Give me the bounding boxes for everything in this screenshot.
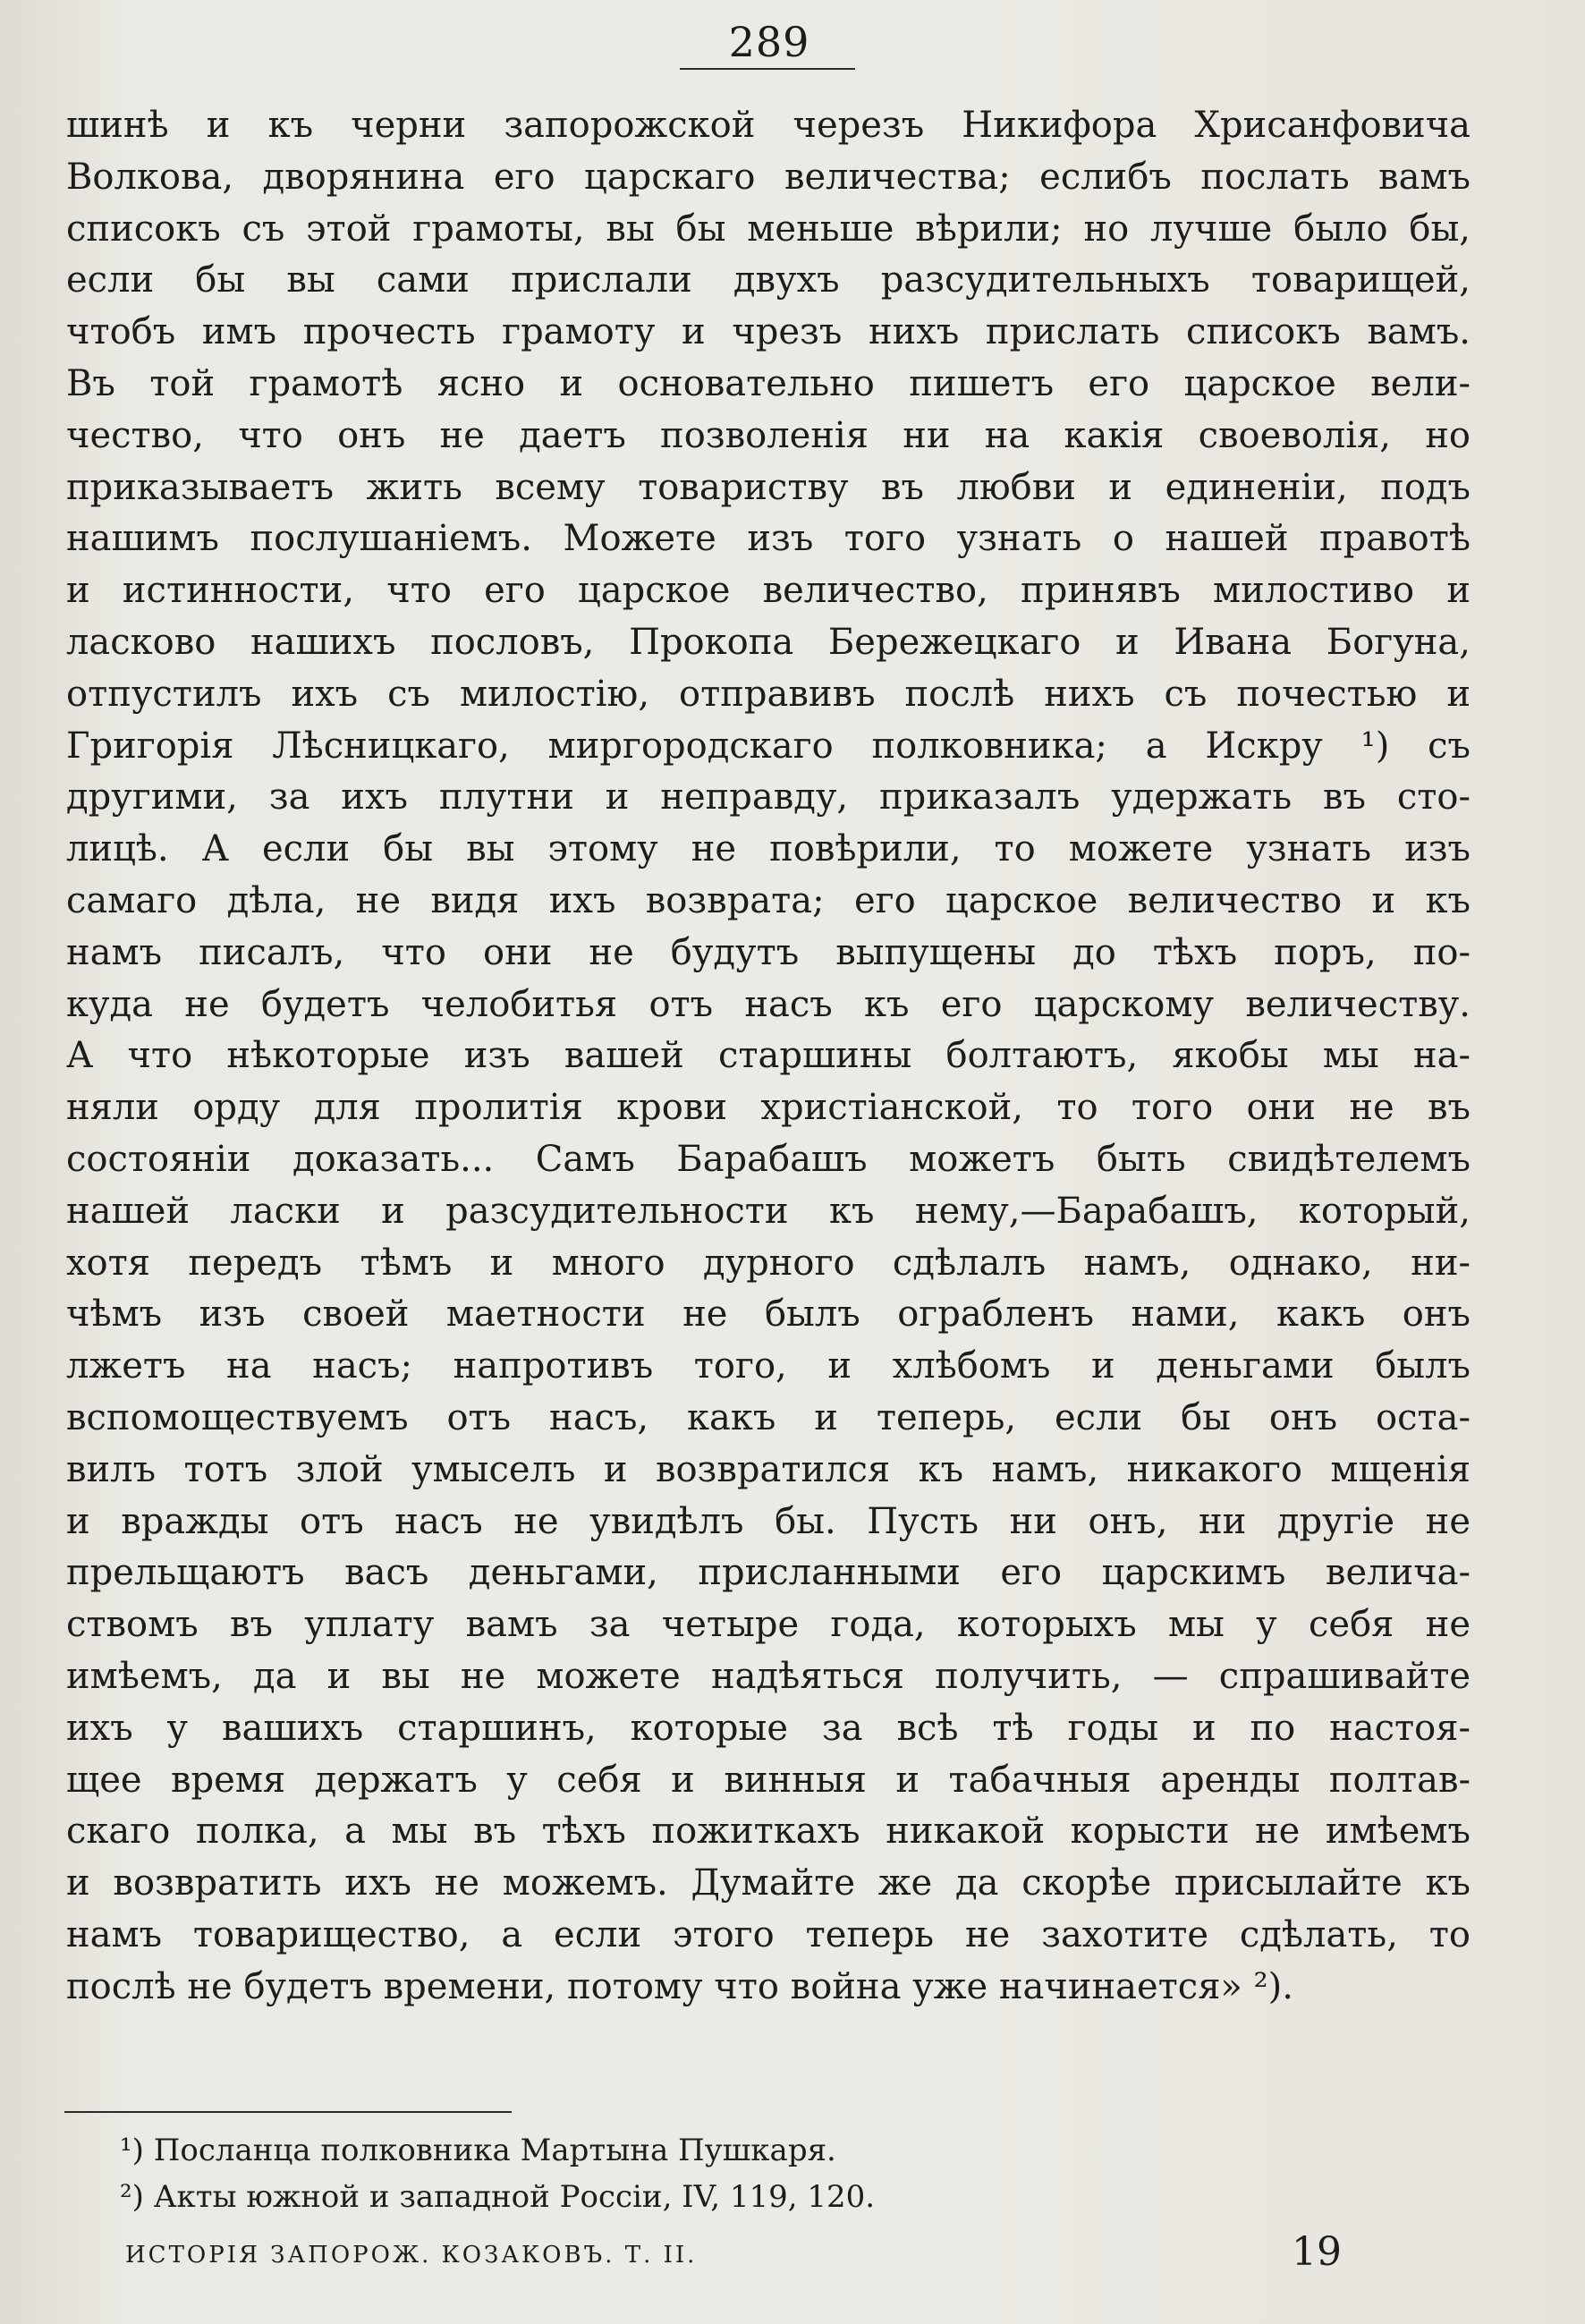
text-line: имѣемъ, да и вы не можете надѣяться получить, — спрашивайте — [66, 1655, 1471, 1697]
footnote-1: ¹) Посланца полковника Мартына Пушкаря. — [120, 2133, 836, 2168]
text-line-last: послѣ не будетъ времени, потому что война уже начинается» ²). — [66, 1965, 1293, 2007]
footnote-2: ²) Акты южной и западной Россіи, IV, 119, 120. — [120, 2179, 876, 2215]
printer-signature: ИСТОРІЯ ЗАПОРОЖ. КОЗАКОВЪ. Т. II. — [125, 2242, 698, 2269]
text-line: и истинности, что его царское величество, принявъ милостиво и — [66, 570, 1471, 612]
text-line: куда не будетъ челобитья отъ насъ къ его царскому величеству. — [66, 983, 1471, 1025]
text-line: Волкова, дворянина его царскаго величества; еслибъ послать вамъ — [66, 156, 1471, 198]
text-line: намъ писалъ, что они не будутъ выпущены до тѣхъ поръ, по- — [66, 931, 1471, 973]
text-line: намъ товарищество, а если этого теперь не захотите сдѣлать, то — [66, 1913, 1471, 1955]
footnotes — [120, 2127, 1283, 2220]
text-line: отпустилъ ихъ съ милостію, отправивъ послѣ нихъ съ почестью и — [66, 673, 1471, 715]
text-line: прельщаютъ васъ деньгами, присланными его царскимъ велича- — [66, 1552, 1471, 1594]
text-line: нашимъ послушаніемъ. Можете изъ того узнать о нашей правотѣ — [66, 518, 1471, 560]
text-line: вилъ тотъ злой умыселъ и возвратился къ намъ, никакого мщенія — [66, 1448, 1471, 1490]
text-line: и вражды отъ насъ не увидѣлъ бы. Пусть ни онъ, ни другіе не — [66, 1500, 1471, 1542]
text-line: чтобъ имъ прочесть грамоту и чрезъ нихъ прислать списокъ вамъ. — [66, 311, 1471, 353]
text-line: Въ той грамотѣ ясно и основательно пишетъ его царское вели- — [66, 362, 1471, 404]
text-line: Григорія Лѣсницкаго, миргородскаго полковника; а Искру ¹) съ — [66, 725, 1471, 767]
text-line: скаго полка, а мы въ тѣхъ пожиткахъ никакой корысти не имѣемъ — [66, 1811, 1471, 1853]
text-line: лжетъ на насъ; напротивъ того, и хлѣбомъ и деньгами былъ — [66, 1345, 1471, 1387]
text-line: хотя передъ тѣмъ и много дурного сдѣлалъ намъ, однако, ни- — [66, 1242, 1471, 1284]
text-line: состояніи доказать... Самъ Барабашъ можетъ быть свидѣтелемъ — [66, 1138, 1471, 1180]
text-line: ласково нашихъ пословъ, Прокопа Бережецкаго и Ивана Богуна, — [66, 621, 1471, 663]
page-number: 289 — [728, 18, 810, 66]
text-line: щее время держатъ у себя и винныя и табачныя аренды полтав- — [66, 1759, 1471, 1801]
text-line: списокъ съ этой грамоты, вы бы меньше вѣрили; но лучше было бы, — [66, 208, 1471, 250]
text-line: ихъ у вашихъ старшинъ, которые за всѣ тѣ годы и по настоя- — [66, 1707, 1471, 1749]
text-line: шинѣ и къ черни запорожской черезъ Никифора Хрисанфовича — [66, 105, 1471, 146]
text-line: нашей ласки и разсудительности къ нему,—Барабашъ, который, — [66, 1190, 1471, 1232]
text-line: приказываетъ жить всему товариству въ любви и единеніи, подъ — [66, 466, 1471, 508]
page-number-rule — [680, 68, 855, 70]
text-line: и возвратить ихъ не можемъ. Думайте же да скорѣе присылайте къ — [66, 1862, 1471, 1904]
text-line: самаго дѣла, не видя ихъ возврата; его царское величество и къ — [66, 879, 1471, 921]
text-line: чѣмъ изъ своей маетности не былъ ограбленъ нами, какъ онъ — [66, 1293, 1471, 1336]
body-text — [66, 100, 1471, 2013]
text-line: чество, что онъ не даетъ позволенія ни на какія своеволія, но — [66, 414, 1471, 456]
text-line: если бы вы сами прислали двухъ разсудительныхъ товарищей, — [66, 259, 1471, 301]
text-line: няли орду для пролитія крови христіанской, то того они не въ — [66, 1087, 1471, 1129]
footnote-rule — [64, 2111, 512, 2113]
sheet-number: 19 — [1292, 2229, 1342, 2275]
text-line: лицѣ. А если бы вы этому не повѣрили, то можете узнать изъ — [66, 828, 1471, 870]
text-line: другими, за ихъ плутни и неправду, приказалъ удержать въ сто- — [66, 776, 1471, 818]
text-line: А что нѣкоторые изъ вашей старшины болтаютъ, якобы мы на- — [66, 1035, 1471, 1077]
text-line: ствомъ въ уплату вамъ за четыре года, которыхъ мы у себя не — [66, 1604, 1471, 1646]
text-line: вспомоществуемъ отъ насъ, какъ и теперь, если бы онъ оста- — [66, 1396, 1471, 1438]
